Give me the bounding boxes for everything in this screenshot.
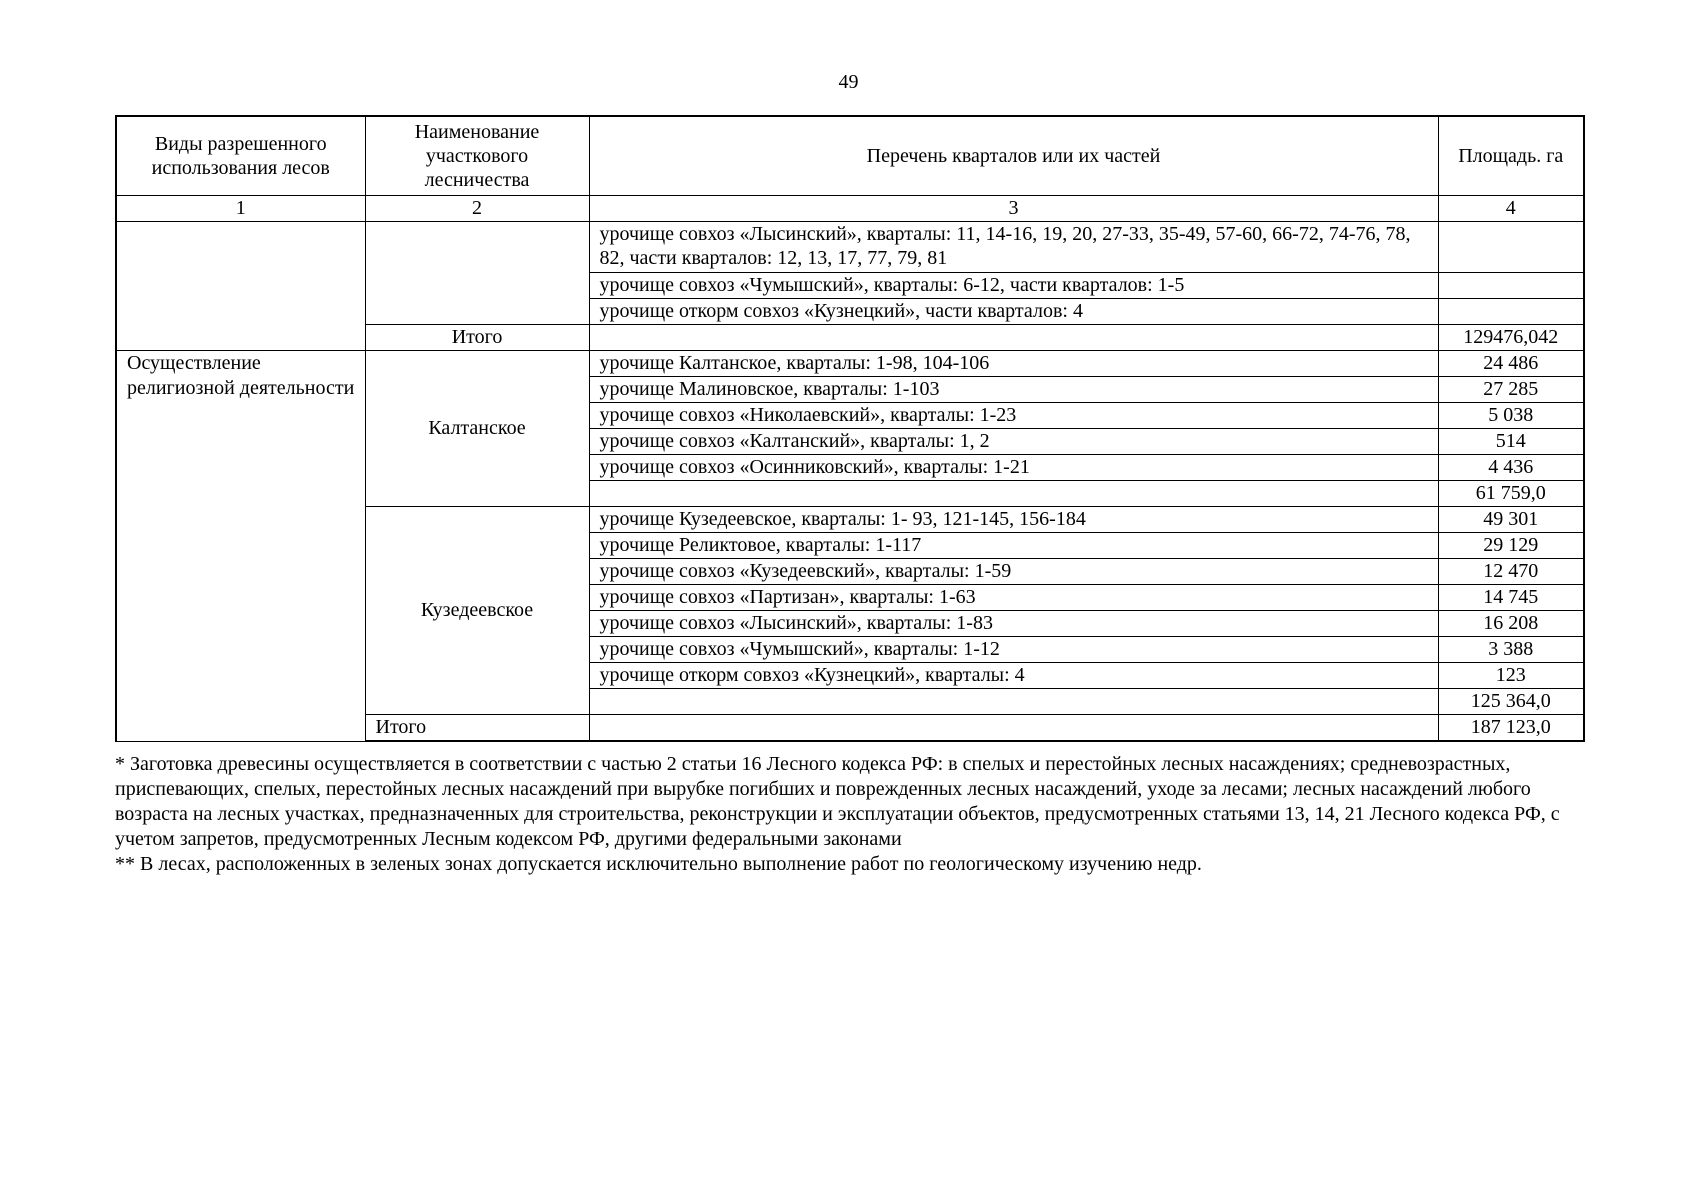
quarters-cell: урочище совхоз «Лысинский», кварталы: 1-83 bbox=[589, 611, 1438, 637]
column-number: 4 bbox=[1438, 196, 1584, 222]
column-number: 1 bbox=[116, 196, 365, 222]
quarters-cell-empty bbox=[589, 689, 1438, 715]
quarters-cell: урочище совхоз «Кузедеевский», кварталы: 1-59 bbox=[589, 559, 1438, 585]
footnotes bbox=[115, 752, 1595, 877]
quarters-cell: урочище совхоз «Чумышский», кварталы: 1-12 bbox=[589, 637, 1438, 663]
area-cell: 49 301 bbox=[1438, 507, 1584, 533]
use-type-cell-empty bbox=[116, 222, 365, 351]
area-cell: 123 bbox=[1438, 663, 1584, 689]
area-cell bbox=[1438, 222, 1584, 273]
area-cell: 514 bbox=[1438, 429, 1584, 455]
area-cell: 29 129 bbox=[1438, 533, 1584, 559]
total-label: Итого bbox=[365, 325, 589, 351]
quarters-cell-empty bbox=[589, 325, 1438, 351]
quarters-cell: урочище Кузедеевское, кварталы: 1- 93, 121-145, 156-184 bbox=[589, 507, 1438, 533]
table-header-row bbox=[116, 116, 1584, 196]
quarters-cell: урочище совхоз «Лысинский», кварталы: 11, 14-16, 19, 20, 27-33, 35-49, 57-60, 66-72, 74-76, 78, 82, части кварталов: 12, 13, 17, 77, 79, 81 bbox=[589, 222, 1438, 273]
total-area: 129476,042 bbox=[1438, 325, 1584, 351]
area-cell: 27 285 bbox=[1438, 377, 1584, 403]
area-cell: 12 470 bbox=[1438, 559, 1584, 585]
area-cell: 16 208 bbox=[1438, 611, 1584, 637]
area-cell: 3 388 bbox=[1438, 637, 1584, 663]
quarters-cell: урочище откорм совхоз «Кузнецкий», части кварталов: 4 bbox=[589, 299, 1438, 325]
header-area: Площадь. га bbox=[1438, 116, 1584, 196]
header-use-type: Виды разрешенного использования лесов bbox=[116, 116, 365, 196]
footnote-2: ** В лесах, расположенных в зеленых зонах допускается исключительно выполнение работ по геологическому изучению недр. bbox=[115, 853, 1202, 875]
forestry-name-kuzedeevskoe: Кузедеевское bbox=[365, 507, 589, 715]
area-cell: 4 436 bbox=[1438, 455, 1584, 481]
quarters-cell: урочище откорм совхоз «Кузнецкий», кварталы: 4 bbox=[589, 663, 1438, 689]
total-label: Итого bbox=[365, 715, 589, 742]
quarters-cell: урочище Калтанское, кварталы: 1-98, 104-106 bbox=[589, 351, 1438, 377]
quarters-cell: урочище совхоз «Партизан», кварталы: 1-63 bbox=[589, 585, 1438, 611]
forest-use-table bbox=[115, 115, 1585, 742]
area-cell: 14 745 bbox=[1438, 585, 1584, 611]
table-row bbox=[116, 222, 1584, 273]
area-cell: 24 486 bbox=[1438, 351, 1584, 377]
quarters-cell: урочище Малиновское, кварталы: 1-103 bbox=[589, 377, 1438, 403]
area-cell: 5 038 bbox=[1438, 403, 1584, 429]
use-type-cell: Осуществление религиозной деятельности bbox=[116, 351, 365, 742]
column-number: 2 bbox=[365, 196, 589, 222]
quarters-cell: урочище совхоз «Николаевский», кварталы: 1-23 bbox=[589, 403, 1438, 429]
quarters-cell: урочище Реликтовое, кварталы: 1-117 bbox=[589, 533, 1438, 559]
column-number: 3 bbox=[589, 196, 1438, 222]
footnote-1: * Заготовка древесины осуществляется в соответствии с частью 2 статьи 16 Лесного кодекса РФ: в спелых и перестойных лесных насаждениях; средневозрастных, приспевающих, спелых, перестойных лесных насаждений при вырубке погибших и поврежденных лесных насаждений, уходе за лесами; лесных насаждений любого возраста на лесных участках, предназначенных для строительства, реконструкции и эксплуатации объектов, предусмотренных статьями 13, 14, 21 Лесного кодекса РФ, с учетом запретов, предусмотренных Лесным кодексом РФ, другими федеральными законами bbox=[115, 753, 1560, 850]
header-forestry-name: Наименование участкового лесничества bbox=[365, 116, 589, 196]
quarters-cell-empty bbox=[589, 715, 1438, 742]
quarters-cell: урочище совхоз «Осинниковский», кварталы: 1-21 bbox=[589, 455, 1438, 481]
subtotal-area: 61 759,0 bbox=[1438, 481, 1584, 507]
total-area: 187 123,0 bbox=[1438, 715, 1584, 742]
quarters-cell: урочище совхоз «Калтанский», кварталы: 1, 2 bbox=[589, 429, 1438, 455]
quarters-cell: урочище совхоз «Чумышский», кварталы: 6-12, части кварталов: 1-5 bbox=[589, 273, 1438, 299]
area-cell bbox=[1438, 273, 1584, 299]
column-number-row bbox=[116, 196, 1584, 222]
header-quarters-list: Перечень кварталов или их частей bbox=[589, 116, 1438, 196]
page-number: 49 bbox=[838, 71, 859, 93]
area-cell bbox=[1438, 299, 1584, 325]
forestry-name-kaltanskoe: Калтанское bbox=[365, 351, 589, 507]
quarters-cell-empty bbox=[589, 481, 1438, 507]
forestry-cell-empty bbox=[365, 222, 589, 325]
table-row bbox=[116, 351, 1584, 377]
subtotal-area: 125 364,0 bbox=[1438, 689, 1584, 715]
